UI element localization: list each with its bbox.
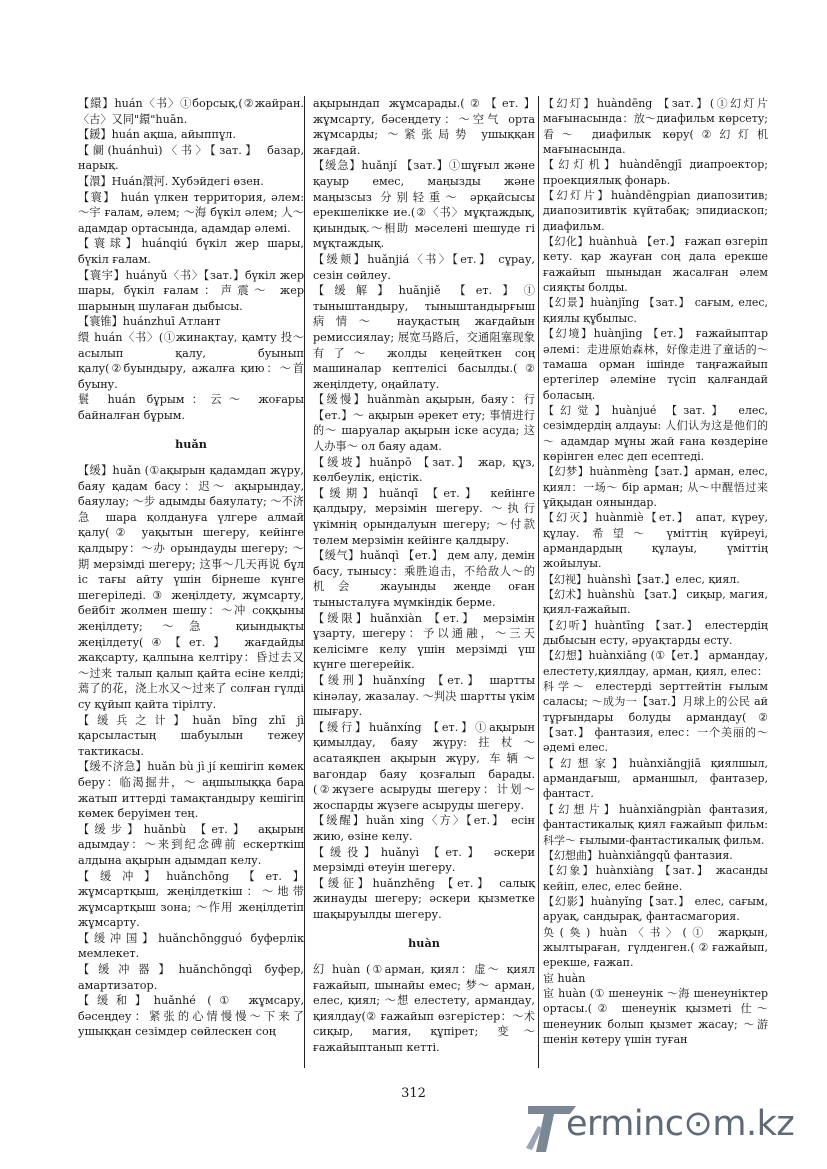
logo-text: erminc⊙m.kz: [566, 1104, 795, 1144]
dictionary-entry: 【幻想曲】huànxiǎngqǔ фантазия.: [543, 848, 733, 862]
dictionary-entry: 【缓征】huǎnzhēng 【ет.】 салық жинауды шегеру; әскери қызметке шақыруылды шегеру.: [313, 876, 535, 921]
dictionary-entry: 【缓行】huǎnxíng 【ет.】①ақырын қимылдау, баяу жүру:拄杖～асатаяқпен ақырын жүру, 车辆～ вагондар баяу қозғалып барады.(②жүзеге асыруды шегеру：计划～ жоспарды жүзеге асыруды шегеру.: [313, 720, 535, 812]
dictionary-entry: 【幻梦】huànmèng【зат.】арман, елес, қиял：一场～ бір арман; 从～中醒悟过来 ұйқыдан оянындар.: [543, 465, 768, 509]
dictionary-entry: 【缓】huǎn (①ақырын қадамдап жүру, баяу қадам басу：迟～ ақырындау, баяулау; ～步 адымды баяулату; ～不济急 шара қолдануға үлгере алмай қалу(② уақытын шегеру, кейінге қалдыру：～办 орындауды шегеру; ～期 мерзімді шегеру; 这事～几天再说 бұл іс тағы айту үшін бірнеше күнге шегеріледі. ③ жеңілдету, жұмсарту, бейбіт жолмен шешу：～冲 соққыны жеңілдету; ～急 қиындықты жеңілдету(④【ет.】 жағдайды жақсарту, қалпына келтіру：昏过去又～过来 талып қалып қайта есіне келді; 蔫了的花，浇上水又～过来了 солған гүлді су құйып қайта тірілту.: [78, 464, 304, 711]
dictionary-entry: 【阛(huánhuì)〈书〉【зат.】 базар, нарық.: [78, 143, 304, 173]
dictionary-entry: 【缓期】huǎnqī 【ет.】 кейінге қалдыру, мерзімін шегеру. ～执行 үкімнің орындалуын шегеру; ～付款 төлем мерзімін кейінге қалдыру.: [313, 486, 535, 547]
dictionary-entry: 【缓限】huǎnxiàn 【ет.】 мерзімін ұзарту, шегеру：予以通融，～三天 келісімге келу үшін мерзімді үш күнге шегерейік.: [313, 611, 535, 672]
dictionary-entry: 【缓冲】huǎnchōng 【ет.】 жұмсартқыш, жеңілдеткіш：～地带 жұмсартқыш зона; ～作用 жеңілдетіп жұмсарту.: [78, 869, 304, 930]
dictionary-entry: 【幻灯】huàndēng 【зат.】(①幻灯片 мағынасында：放～диафильм көрсету; 看～ диафилык көру(②幻灯机 мағынасында.: [543, 97, 768, 157]
dictionary-entry: 【幻术】huànshù 【зат.】 сиқыр, магия, қиял-ғажайып.: [543, 588, 768, 617]
dictionary-entry: 幻 huàn (①арман, қиял：虚～ қиял ғажайып, шынайы емес; 梦～ арман, елес, қиял; ～想 елестету, армандау, қиялдау(② ғажайып өзгерістер：～术 сиқыр, магия, құпірет; 变～ ғажайыптанып кетті.: [313, 963, 535, 1055]
dictionary-entry: 【幻景】huànjǐng 【зат.】 сағым, елес, қиялы құбылыс.: [543, 296, 768, 325]
dictionary-entry: 【幻想片】huànxiǎngpiàn фантазия, фантастикалық қиял ғажайып фильм: 科学～ ғылыми-фантастикалық фильм.: [543, 802, 768, 847]
dictionary-entry: 【缓刑】huǎnxíng 【ет.】 шартты кінәлау, жазалау. ～判决 шартты үкім шығару.: [313, 673, 535, 719]
dictionary-entry: 缳 huán〈书〉(①жинақтау, қамту 投～ асылып қалу, буынып қалу(②буындыру, ажалға қию：～首 буыну.: [78, 330, 304, 391]
dictionary-entry: 【幻听】huàntīng 【зат.】 елестердің дыбысын есту, әруақтарды есту.: [543, 618, 768, 648]
dictionary-entry: 【缓慢】huǎnmàn ақырын, баяу：行【ет.】～ ақырын әрекет ету; 事情进行的～ шаруалар ақырын іске асуда; 这人办事～ ол баяу адам.: [313, 393, 535, 454]
dictionary-entry: 【缓坡】huǎnpō 【зат.】 жар, құз, көлбеулік, еңістік.: [313, 455, 535, 485]
section-heading: huǎn: [175, 437, 207, 452]
dictionary-entry: 【缓气】huǎnqì 【ет.】 дем алу, демін басу, тынысу：乘胜追击，不给敌人～的机会 жауынды жеңде оған тынысталуға мүмкіндік берме.: [313, 549, 535, 609]
dictionary-entry: 【缓步】huǎnbù 【ет.】 ақырын адымдау：～来到纪念碑前 ескерткіш алдына ақырын адымдап келу.: [78, 822, 304, 867]
dictionary-entry: 【缓冲器】huǎnchōngqì буфер, амартизатор.: [78, 963, 304, 992]
dictionary-entry: 鬟 huán бұрым：云～ жоғары байналған бұрым.: [78, 393, 304, 422]
dictionary-entry: 【幻觉】huànjué 【зат.】 елес, сезімдердің алдауы: 人们认为这是他们的～ адамдар мұны жай ғана көздеріне көрінген елес деп есептеді.: [543, 403, 768, 463]
dictionary-entry: 【缓醒】huǎn xing〈方〉【ет.】 есін жию, өзіне келу.: [313, 814, 535, 843]
dictionary-entry: 【幻想】huànxiǎng (①【ет.】 армандау, елестету,қиялдау, арман, қиял, елес：科学～ елестерді зерттейтін ғылым саласы; ～成为一【зат.】月球上的公民 ай тұрғындары болуды армандау(②【зат.】 фантазия, елес：一个美丽的～ әдемі елес.: [543, 649, 768, 755]
column-divider: [304, 96, 305, 1068]
dictionary-column-2: [313, 96, 535, 1056]
dictionary-entry: 【幻灯机】huàndēngjī диапроектор; проекциялық фонарь.: [543, 158, 768, 187]
page-number: 312: [401, 1086, 426, 1101]
dictionary-entry: 【繯】huán〈书〉①борсық,(②жайран. 〈古〉又同"鐶"huān.: [78, 97, 304, 126]
dictionary-entry: 【幻视】huànshì【зат.】елес, қиял.: [543, 572, 740, 586]
dictionary-entry: 【幻灭】huànmiè【ет.】 апат, күреу, құлау. 希望～ үміттің күйреуі, армандардың құлауы, үміттің жойылуы.: [543, 511, 768, 571]
dictionary-entry: 【寰球】huánqiú бүкіл жер шары, бүкіл ғалам.: [78, 237, 304, 266]
dictionary-entry: 奂(奐) huàn〈书〉(① жарқын, жылтыраған, гүлденген.(②ғажайып, ерекше, ғажап.: [543, 925, 768, 970]
dictionary-entry: 【缓冲国】huǎnchōngguó буферлік мемлекет.: [78, 931, 304, 961]
dictionary-entry: 【寰宇】huányǔ〈书〉【зат.】бүкіл жер шары, бүкіл ғалам：声震～ жер шарының шулаған дыбысы.: [78, 268, 304, 313]
column-divider: [538, 96, 539, 1068]
dictionary-entry: 【幻影】huànyǐng【зат.】 елес, сағым, аруақ, сандырақ, фантасмагория.: [543, 894, 768, 924]
dictionary-entry: 【幻象】huànxiàng 【зат.】 жасанды кейіп, елес, елес бейне.: [543, 864, 768, 893]
dictionary-entry: 【幻灯片】huàndēngpian диапозитив; диапозитивтік күйтабақ; эпидиаскоп; диафильм.: [543, 189, 768, 233]
dictionary-entry: 【缓颊】huǎnjiá〈书〉【ет.】 сұрау, сезін сөйлеу.: [313, 252, 535, 282]
dictionary-entry: ақырындап жұмсарады.(②【ет.】 жұмсарту, бәсеңдету：～空气 орта жұмсарды; ～紧张局势 ушыққан жағдай.: [313, 97, 535, 157]
dictionary-entry: 【缓兵之计】huǎn bīng zhī jì қарсыластың шабуылын тежеу тактикасы.: [78, 713, 304, 758]
dictionary-entry: 【寰锥】huánzhuī Атлант: [78, 315, 221, 329]
dictionary-entry: 【缓和】huǎnhé (① жұмсару, бәсеңдеу：紧张的心情慢慢～下来了 ушыққан сезімдер сөйлескен соң: [78, 994, 304, 1039]
dictionary-entry: 【幻化】huànhuà 【ет.】 ғажап өзгеріп кету. қар жауған соң дала ерекше ғажайып шыныдан жасалған әлем сияқты болды.: [543, 235, 768, 295]
dictionary-entry: 【幻境】huànjìng 【ет.】 ғажайыптар әлемі：走进原始森林，好像走进了童话的～ тамаша орман ішінде таңғажайып ертегілер әлеміне түсіп қалғандай боласың.: [543, 327, 768, 402]
dictionary-entry: 宦 huàn: [543, 971, 586, 985]
dictionary-entry: 宦 huàn (① шенеунік ～海 шенеуніктер ортасы.(② шенеунік қызметі 仕～ шенеуник болып қызмет жасау; ～游 шенін көтеру үшін туған: [543, 986, 768, 1046]
dictionary-entry: 【缓解】huǎnjiě 【ет.】① тыныштандыру, тыныштандырғыш 病情～ науқастың жағдайын ремиссиялау; 展宽马路后，交通阻塞现象有了～ жолды кеңейткен соң машиналар кептелісі басылды.(② жеңілдету, оңайлату.: [313, 284, 535, 391]
section-heading: huàn: [408, 936, 440, 951]
dictionary-entry: 【缓不济急】huǎn bù jì jí кешігіп көмек беру：临渴掘井，～ аңшылыққа бара жатып иттерді тамақтандыру кешігіп көмек беруімен тең.: [78, 760, 304, 821]
dictionary-entry: 【澴】Huán澴河. Хубэйдегі өзен.: [78, 174, 264, 188]
dictionary-column-3: [543, 96, 768, 1047]
dictionary-entry: 【鍰】huán ақша, айыппұл.: [78, 128, 236, 142]
dictionary-entry: 【缓役】huǎnyì 【ет.】 әскери мерзімді өтеуін шегеру.: [313, 845, 535, 875]
dictionary-entry: 【寰】 huán үлкен территория, әлем: ～宇 ғалам, әлем; ～海 бүкіл әлем; 人～ адамдар ортасында, адамдар әлемі.: [78, 190, 304, 235]
dictionary-column-1: [78, 96, 304, 1040]
dictionary-entry: 【缓急】huǎnjí 【зат.】①шұғыл және қауыр емес, маңызды және маңызсыз 分别轻重～ әрқайсысы ерекшелікке ие.(②〈书〉мұқтаждық, қиындық.～相助 мәселені шешуде гі мұқтаждық.: [313, 159, 535, 251]
dictionary-entry: 【幻想家】huànxiǎngjiā қиялшыл, армандағыш, арманшыл, фантазер, фантаст.: [543, 756, 768, 801]
site-logo: [524, 1100, 814, 1158]
